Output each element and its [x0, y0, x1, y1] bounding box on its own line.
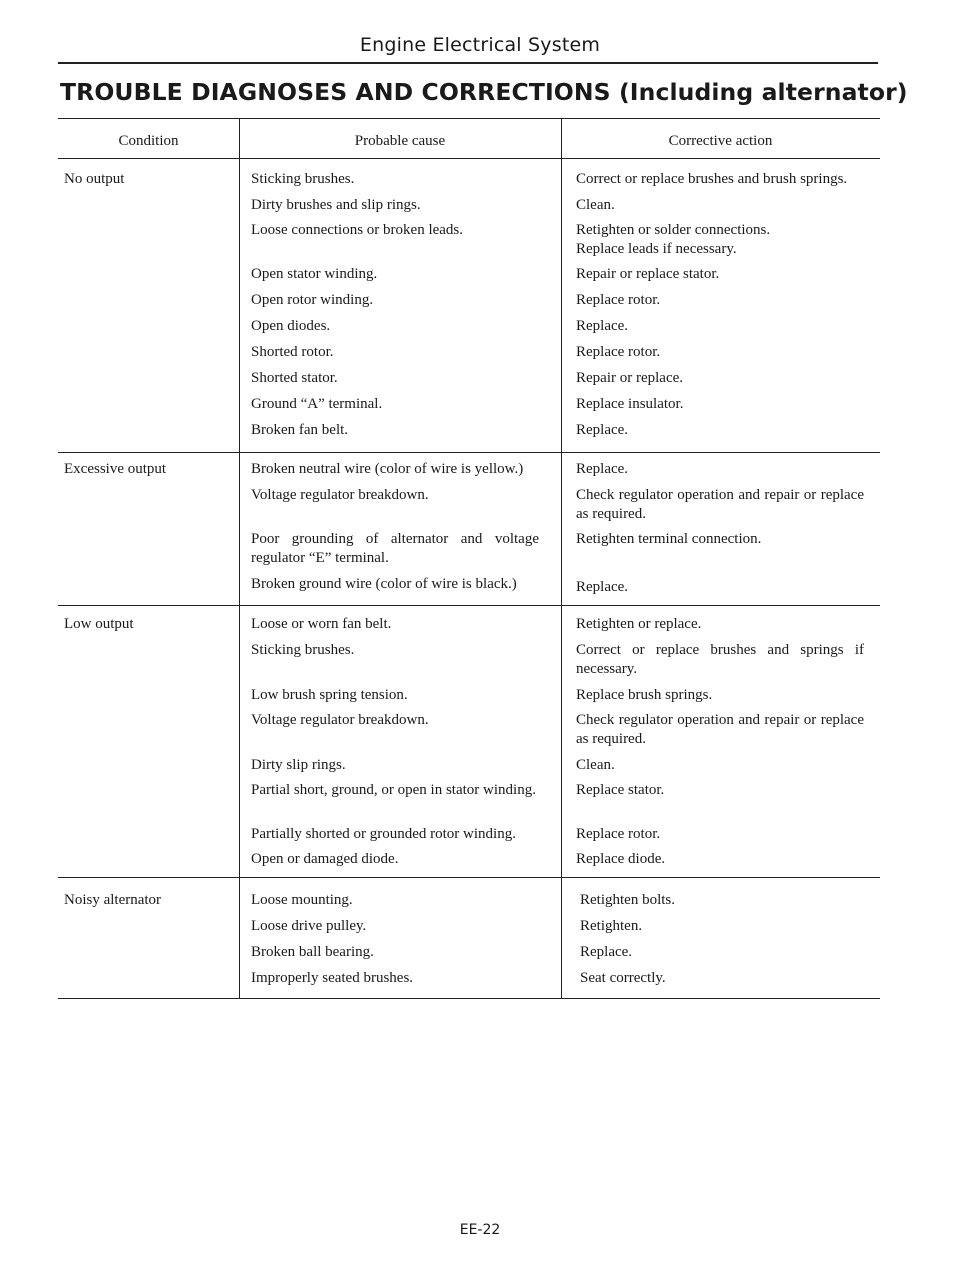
cause-cell: Low brush spring tension.: [251, 687, 408, 703]
action-cell: Check regulator operation and repair or replace as required.: [576, 712, 864, 747]
action-cell: Seat correctly.: [580, 970, 666, 986]
action-cell: Repair or replace stator.: [576, 266, 720, 282]
cause-cell: Sticking brushes.: [251, 171, 355, 187]
action-cell: Replace brush springs.: [576, 687, 713, 703]
cause-cell: Poor grounding of alternator and voltage regulator “E” terminal.: [251, 531, 539, 566]
condition-cell: Low output: [64, 616, 134, 632]
group-rule: [58, 452, 880, 453]
column-divider: [239, 118, 240, 998]
action-cell: Repair or replace.: [576, 370, 684, 386]
cause-cell: Broken ground wire (color of wire is black.): [251, 576, 517, 592]
cause-cell: Open rotor winding.: [251, 292, 374, 308]
action-cell: Correct or replace brushes and springs if necessary.: [576, 642, 864, 677]
action-cell: Replace.: [576, 461, 629, 477]
cause-cell: Improperly seated brushes.: [251, 970, 414, 986]
action-cell: Clean.: [576, 757, 615, 773]
action-cell: Replace rotor.: [576, 826, 661, 842]
page-number: EE-22: [459, 1222, 501, 1238]
column-header-corrective-action: Corrective action: [668, 133, 773, 149]
action-cell: [576, 221, 872, 259]
cause-cell: Shorted stator.: [251, 370, 338, 386]
action-line: Retighten or solder connections.: [576, 222, 771, 238]
cause-cell: Broken ball bearing.: [251, 944, 374, 960]
condition-cell: No output: [64, 171, 125, 187]
action-cell: Replace.: [576, 422, 629, 438]
action-cell: Correct or replace brushes and brush springs.: [576, 171, 848, 187]
column-header-condition: Condition: [118, 133, 179, 149]
condition-cell: Noisy alternator: [64, 892, 162, 908]
action-cell: Replace.: [580, 944, 633, 960]
cause-cell: Ground “A” terminal.: [251, 396, 383, 412]
cause-cell: Loose mounting.: [251, 892, 353, 908]
action-cell: Replace stator.: [576, 782, 665, 798]
cause-cell: Voltage regulator breakdown.: [251, 712, 429, 728]
action-cell: Retighten bolts.: [580, 892, 675, 908]
action-cell: Clean.: [576, 197, 615, 213]
header-rule: [58, 62, 878, 64]
action-cell: Check regulator operation and repair or replace as required.: [576, 487, 864, 522]
action-cell: Replace.: [576, 318, 629, 334]
cause-cell: Dirty slip rings.: [251, 757, 346, 773]
cause-cell: Broken fan belt.: [251, 422, 349, 438]
header-bottom-rule: [58, 158, 880, 159]
action-line: Replace leads if necessary.: [576, 241, 737, 257]
cause-cell: Shorted rotor.: [251, 344, 334, 360]
action-cell: Replace rotor.: [576, 292, 661, 308]
cause-cell: Open diodes.: [251, 318, 331, 334]
cause-cell: Partial short, ground, or open in stator winding.: [251, 782, 536, 798]
action-cell: Replace rotor.: [576, 344, 661, 360]
action-cell: Replace.: [576, 579, 629, 595]
diagnosis-table: [58, 118, 880, 998]
section-header: Engine Electrical System: [359, 34, 601, 56]
action-cell: Replace insulator.: [576, 396, 684, 412]
table-bottom-rule: [58, 998, 880, 999]
column-header-probable-cause: Probable cause: [354, 133, 446, 149]
condition-cell: Excessive output: [64, 461, 167, 477]
cause-cell: Voltage regulator breakdown.: [251, 487, 429, 503]
action-cell: Retighten.: [580, 918, 643, 934]
cause-cell: Open stator winding.: [251, 266, 378, 282]
page-title: TROUBLE DIAGNOSES AND CORRECTIONS (Including alternator): [60, 78, 908, 106]
table-top-rule: [58, 118, 880, 119]
column-divider: [561, 118, 562, 998]
cause-cell: Loose connections or broken leads.: [251, 222, 464, 238]
action-cell: Retighten terminal connection.: [576, 531, 762, 547]
cause-cell: Dirty brushes and slip rings.: [251, 197, 421, 213]
group-rule: [58, 877, 880, 878]
cause-cell: Sticking brushes.: [251, 642, 355, 658]
cause-cell: Loose drive pulley.: [251, 918, 367, 934]
action-cell: Retighten or replace.: [576, 616, 702, 632]
cause-cell: Open or damaged diode.: [251, 851, 399, 867]
cause-cell: Loose or worn fan belt.: [251, 616, 392, 632]
cause-cell: Broken neutral wire (color of wire is yellow.): [251, 461, 524, 477]
action-cell: Replace diode.: [576, 851, 666, 867]
group-rule: [58, 605, 880, 606]
cause-cell: Partially shorted or grounded rotor winding.: [251, 826, 516, 842]
